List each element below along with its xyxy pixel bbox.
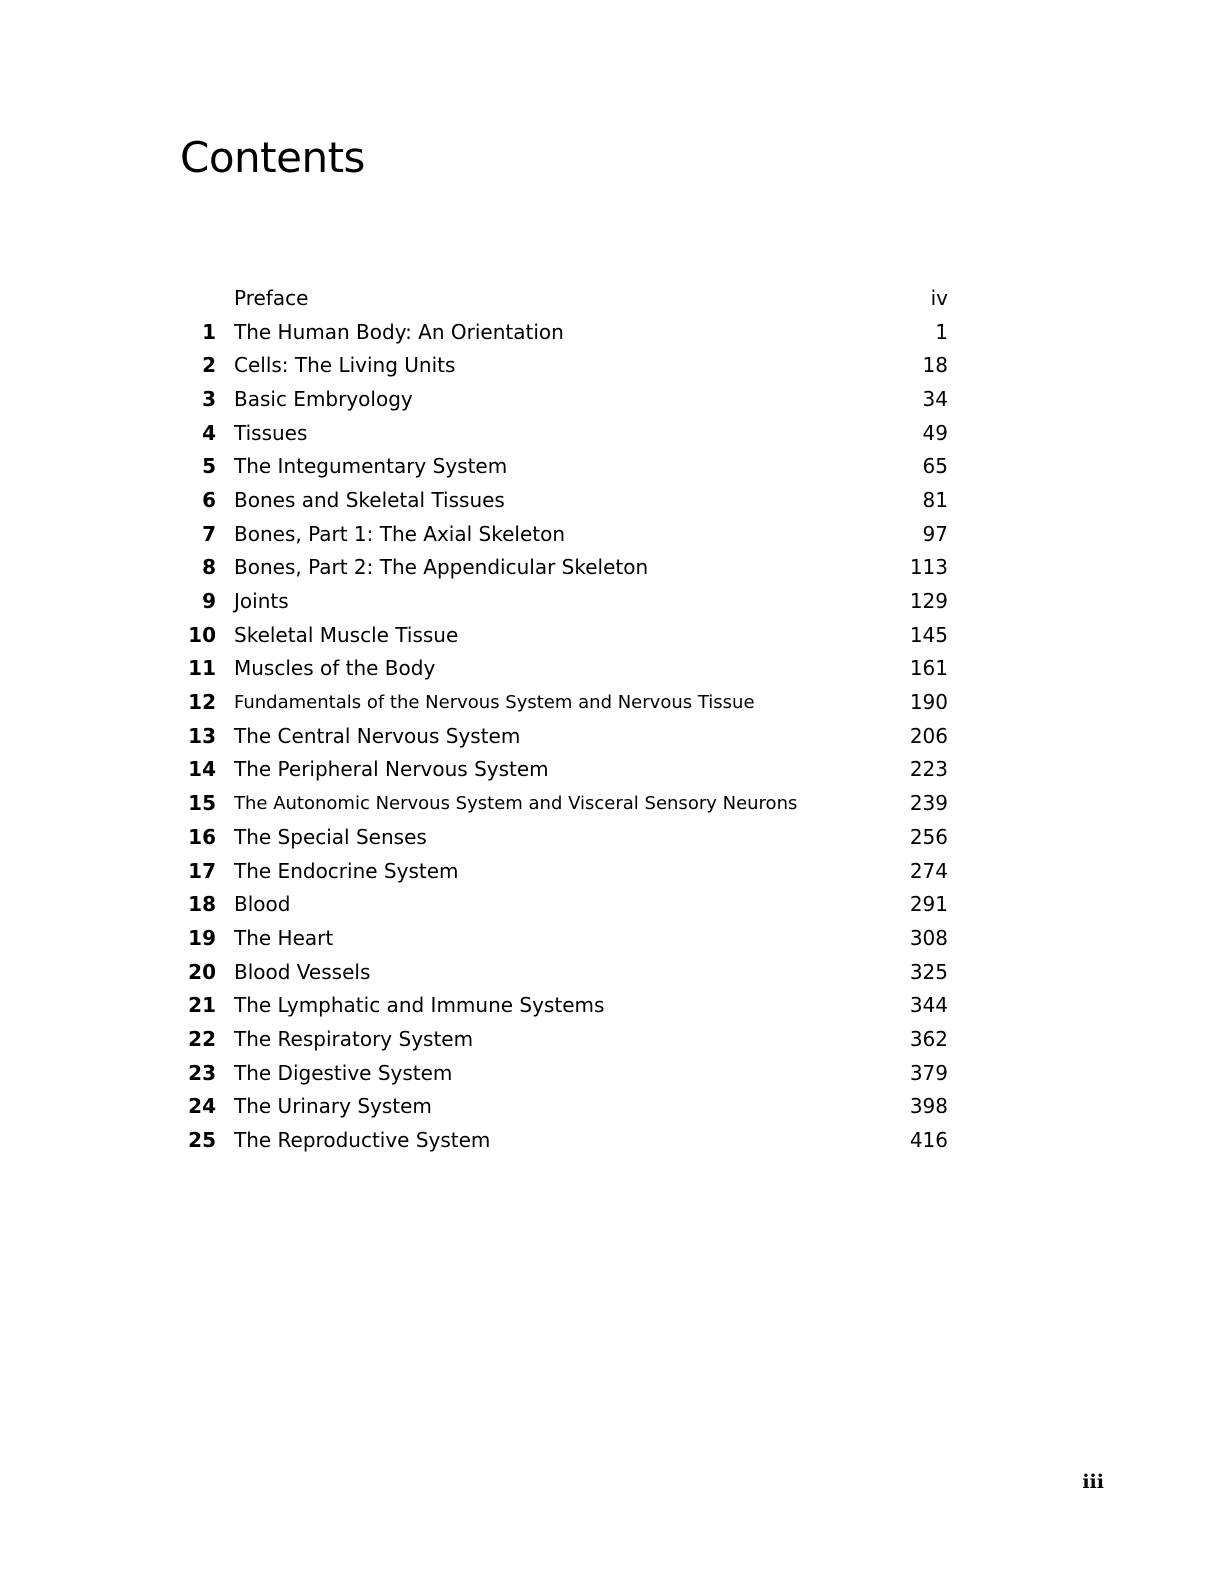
page-number: 1 (935, 319, 948, 344)
chapter-number: 1 (202, 319, 216, 344)
chapter-number: 23 (188, 1060, 216, 1085)
page-number: 129 (909, 589, 948, 614)
chapter-number: 21 (188, 993, 216, 1018)
chapter-number: 25 (188, 1128, 216, 1153)
chapter-title: The Peripheral Nervous System (234, 757, 549, 782)
toc-entry[interactable] (180, 348, 950, 382)
toc-entry[interactable] (180, 988, 950, 1022)
chapter-title: The Special Senses (234, 824, 427, 849)
page-number: 18 (922, 353, 948, 378)
toc-entry[interactable] (180, 887, 950, 921)
chapter-title: Basic Embryology (234, 386, 413, 411)
toc-entry[interactable] (180, 685, 950, 719)
chapter-title: Blood Vessels (234, 959, 371, 984)
chapter-number: 11 (188, 656, 216, 681)
page-number: 362 (909, 1026, 948, 1051)
toc-entry[interactable] (180, 551, 950, 585)
page-number: 97 (922, 521, 948, 546)
chapter-title: The Reproductive System (234, 1128, 491, 1153)
chapter-number: 12 (188, 690, 216, 715)
chapter-title: The Digestive System (234, 1060, 453, 1085)
page-number: 239 (909, 791, 948, 816)
page-number: 206 (909, 723, 948, 748)
chapter-number: 15 (188, 791, 216, 816)
toc-entry[interactable] (180, 416, 950, 450)
page-number: 65 (922, 454, 948, 479)
toc-entry[interactable] (180, 1123, 950, 1157)
chapter-number: 9 (202, 589, 216, 614)
chapter-number: 8 (202, 555, 216, 580)
toc-entry[interactable] (180, 719, 950, 753)
chapter-title: The Human Body: An Orientation (234, 319, 564, 344)
toc-entry[interactable] (180, 652, 950, 686)
chapter-number: 6 (202, 487, 216, 512)
chapter-title: Bones and Skeletal Tissues (234, 487, 505, 512)
chapter-number: 19 (188, 925, 216, 950)
chapter-number: 18 (188, 892, 216, 917)
page-number: 416 (909, 1128, 948, 1153)
chapter-title: Bones, Part 1: The Axial Skeleton (234, 521, 566, 546)
toc-entry[interactable] (180, 1022, 950, 1056)
chapter-title: Muscles of the Body (234, 656, 436, 681)
chapter-number: 5 (202, 454, 216, 479)
toc-entry[interactable] (180, 618, 950, 652)
chapter-title: Cells: The Living Units (234, 353, 456, 378)
chapter-number: 7 (202, 521, 216, 546)
toc-entry[interactable] (180, 955, 950, 989)
toc-entry[interactable] (180, 820, 950, 854)
folio-page-number: iii (1082, 1471, 1104, 1493)
page-number: 256 (909, 824, 948, 849)
page-number: 398 (909, 1094, 948, 1119)
toc-entry-preface[interactable] (180, 281, 950, 315)
page-number: 344 (909, 993, 948, 1018)
chapter-number: 22 (188, 1026, 216, 1051)
chapter-number: 14 (188, 757, 216, 782)
toc-entry[interactable] (180, 449, 950, 483)
page-number: 190 (909, 690, 948, 715)
chapter-title: Skeletal Muscle Tissue (234, 622, 459, 647)
chapter-title: The Integumentary System (234, 454, 508, 479)
chapter-number: 20 (188, 959, 216, 984)
chapter-title: The Heart (234, 925, 334, 950)
chapter-title: The Endocrine System (234, 858, 459, 883)
page-number: 325 (909, 959, 948, 984)
toc-entry[interactable] (180, 753, 950, 787)
toc-entry[interactable] (180, 854, 950, 888)
chapter-title: Bones, Part 2: The Appendicular Skeleton (234, 555, 649, 580)
chapter-number: 16 (188, 824, 216, 849)
chapter-number: 2 (202, 353, 216, 378)
toc-entry[interactable] (180, 786, 950, 820)
chapter-title: The Autonomic Nervous System and Visceral Sensory Neurons (234, 792, 798, 814)
chapter-number: 10 (188, 622, 216, 647)
chapter-title: The Respiratory System (234, 1026, 474, 1051)
toc-entry[interactable] (180, 1056, 950, 1090)
page-number: 308 (909, 925, 948, 950)
page-number: 113 (909, 555, 948, 580)
chapter-title: The Central Nervous System (234, 723, 521, 748)
toc-entry[interactable] (180, 382, 950, 416)
chapter-title: Preface (234, 285, 309, 310)
page-number: 291 (909, 892, 948, 917)
page-number: iv (930, 285, 948, 310)
toc-entry[interactable] (180, 1090, 950, 1124)
toc-entry[interactable] (180, 483, 950, 517)
toc-entry[interactable] (180, 517, 950, 551)
chapter-number: 24 (188, 1094, 216, 1119)
chapter-number: 3 (202, 386, 216, 411)
page-number: 34 (922, 386, 948, 411)
chapter-number: 4 (202, 420, 216, 445)
chapter-number: 13 (188, 723, 216, 748)
page-number: 49 (922, 420, 948, 445)
chapter-title: Joints (234, 589, 289, 614)
page-number: 145 (909, 622, 948, 647)
page-number: 379 (909, 1060, 948, 1085)
page-number: 81 (922, 487, 948, 512)
toc-entry[interactable] (180, 584, 950, 618)
page-title: Contents (180, 133, 365, 182)
chapter-title: Blood (234, 892, 291, 917)
toc-entry[interactable] (180, 315, 950, 349)
toc-entry[interactable] (180, 921, 950, 955)
chapter-title: Tissues (234, 420, 308, 445)
chapter-title: The Lymphatic and Immune Systems (234, 993, 605, 1018)
page-number: 161 (909, 656, 948, 681)
chapter-number: 17 (188, 858, 216, 883)
page-number: 223 (909, 757, 948, 782)
table-of-contents (180, 281, 950, 1157)
page-number: 274 (909, 858, 948, 883)
chapter-title: Fundamentals of the Nervous System and Nervous Tissue (234, 691, 755, 713)
chapter-title: The Urinary System (234, 1094, 432, 1119)
